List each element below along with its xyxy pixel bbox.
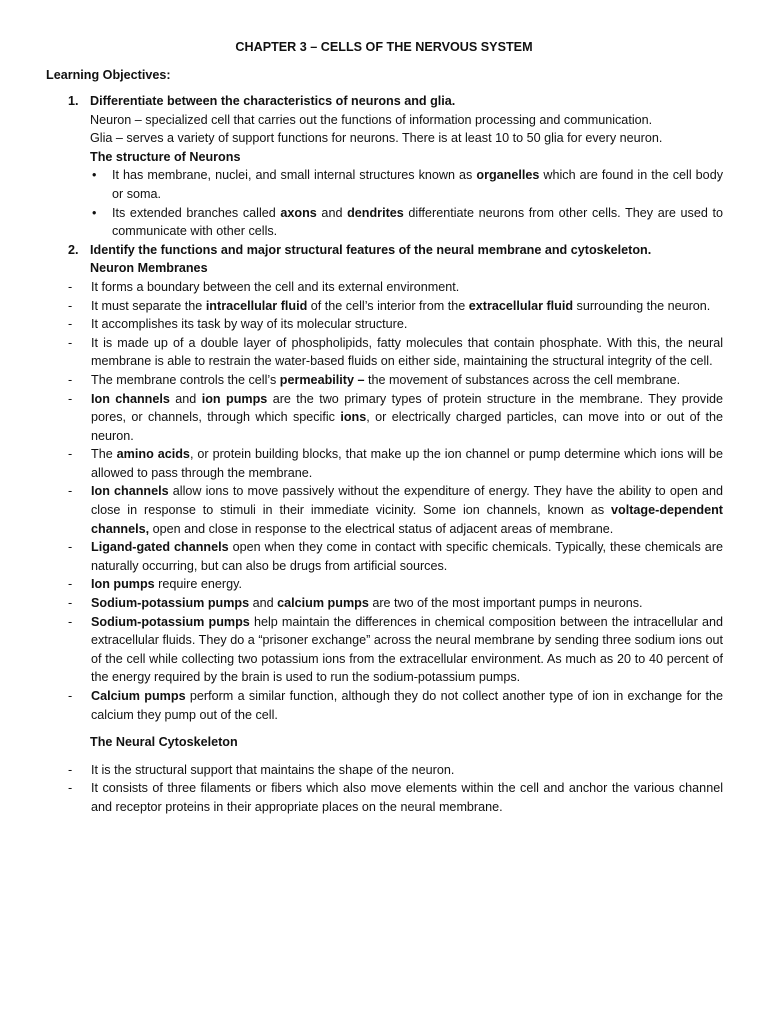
list-item: - It is the structural support that maintains the shape of the neuron. bbox=[46, 761, 723, 780]
list-item: - Sodium-potassium pumps and calcium pumps are two of the most important pumps in neurons. bbox=[46, 594, 723, 613]
objective-number: 2. bbox=[68, 242, 79, 257]
spacer bbox=[46, 724, 723, 733]
structure-heading: The structure of Neurons bbox=[90, 149, 241, 164]
list-item: - The amino acids, or protein building blocks, that make up the ion channel or pump determine which ions will be allowed to pass through the membrane. bbox=[68, 447, 723, 480]
glia-definition: Glia – serves a variety of support functions for neurons. There is at least 10 to 50 glia for every neuron. bbox=[90, 131, 663, 146]
spacer bbox=[46, 752, 723, 761]
list-item: - Ion channels and ion pumps are the two primary types of protein structure in the membrane. They provide pores, or channels, through which specific ions, or electrically charged particles, can move into or out of the neuron. bbox=[68, 391, 723, 443]
dash-marker: - bbox=[68, 540, 73, 555]
list-item: - It forms a boundary between the cell and its external environment. bbox=[46, 278, 723, 297]
list-item: - Ligand-gated channels open when they come in contact with specific chemicals. Typically, these chemicals are naturally occurring, but can also be drugs from artificial sources. bbox=[68, 540, 723, 573]
list-item: - It consists of three filaments or fibers which also move elements within the cell and anchor the various channel and receptor proteins in their appropriate places on the neural membrane. bbox=[68, 781, 723, 814]
dash-marker: - bbox=[68, 447, 73, 462]
dash-marker: - bbox=[68, 762, 73, 777]
objective-heading: Differentiate between the characteristics of neurons and glia. bbox=[90, 94, 456, 108]
list-item: • It has membrane, nuclei, and small internal structures known as organelles which are found in the cell body or soma. bbox=[92, 168, 723, 201]
dash-marker: - bbox=[68, 279, 73, 294]
list-item: - It accomplishes its task by way of its molecular structure. bbox=[46, 315, 723, 334]
objective-heading: Identify the functions and major structural features of the neural membrane and cytoskeleton. bbox=[90, 242, 652, 257]
chapter-title: CHAPTER 3 – CELLS OF THE NERVOUS SYSTEM bbox=[235, 40, 533, 54]
dash-marker: - bbox=[68, 298, 73, 313]
dash-marker: - bbox=[68, 372, 73, 387]
dash-marker: - bbox=[68, 484, 73, 499]
list-item: - The membrane controls the cell’s permeability – the movement of substances across the cell membrane. bbox=[46, 371, 723, 390]
dash-marker: - bbox=[68, 335, 73, 350]
membranes-heading: Neuron Membranes bbox=[90, 261, 208, 276]
bullet-icon: • bbox=[92, 168, 97, 183]
neuron-definition: Neuron – specialized cell that carries out the functions of information processing and communication. bbox=[90, 112, 653, 127]
cytoskeleton-section bbox=[46, 733, 723, 752]
dash-marker: - bbox=[68, 391, 73, 406]
list-item: - Ion pumps require energy. bbox=[46, 575, 723, 594]
objective-2 bbox=[46, 241, 723, 278]
dash-marker: - bbox=[68, 689, 73, 703]
list-item: • Its extended branches called axons and dendrites differentiate neurons from other cells. They are used to communicate with other cells. bbox=[92, 205, 723, 239]
bullet-icon: • bbox=[92, 205, 97, 220]
cytoskeleton-heading: The Neural Cytoskeleton bbox=[90, 735, 238, 750]
dash-marker: - bbox=[68, 596, 73, 611]
list-item: - It is made up of a double layer of phospholipids, fatty molecules that contain phosphate. With this, the neural membrane is able to restrain the water-based fluids on either side, maintaining the structural integrity of the cell. bbox=[68, 335, 723, 369]
dash-marker: - bbox=[68, 781, 73, 796]
list-item: - Calcium pumps perform a similar function, although they do not collect another type of ion in exchange for the calcium they pump out of the cell. bbox=[68, 689, 723, 722]
list-item: - Sodium-potassium pumps help maintain the differences in chemical composition between the intracellular and extracellular fluids. They do a “prisoner exchange” across the neural membrane by sending three sodium ions out of the cell while collecting two potassium ions from the extracellular environment. As much as 20 to 40 percent of the energy required by the brain is used to run the sodium-potassium pumps. bbox=[68, 614, 723, 685]
dash-marker: - bbox=[68, 577, 73, 592]
document-body bbox=[46, 92, 723, 817]
dash-marker: - bbox=[68, 317, 73, 332]
objective-1 bbox=[46, 92, 723, 241]
dash-marker: - bbox=[68, 614, 73, 629]
list-item: - It must separate the intracellular fluid of the cell’s interior from the extracellular fluid surrounding the neuron. bbox=[46, 297, 723, 316]
objective-number: 1. bbox=[68, 94, 79, 108]
learning-objectives-heading: Learning Objectives: bbox=[46, 68, 171, 82]
list-item: - Ion channels allow ions to move passively without the expenditure of energy. They have the ability to open and close in response to stimuli in their immediate vicinity. Some ion channels, known as voltage-dependent channels, open and close in response to the electrical status of adjacent areas of membrane. bbox=[68, 484, 723, 536]
